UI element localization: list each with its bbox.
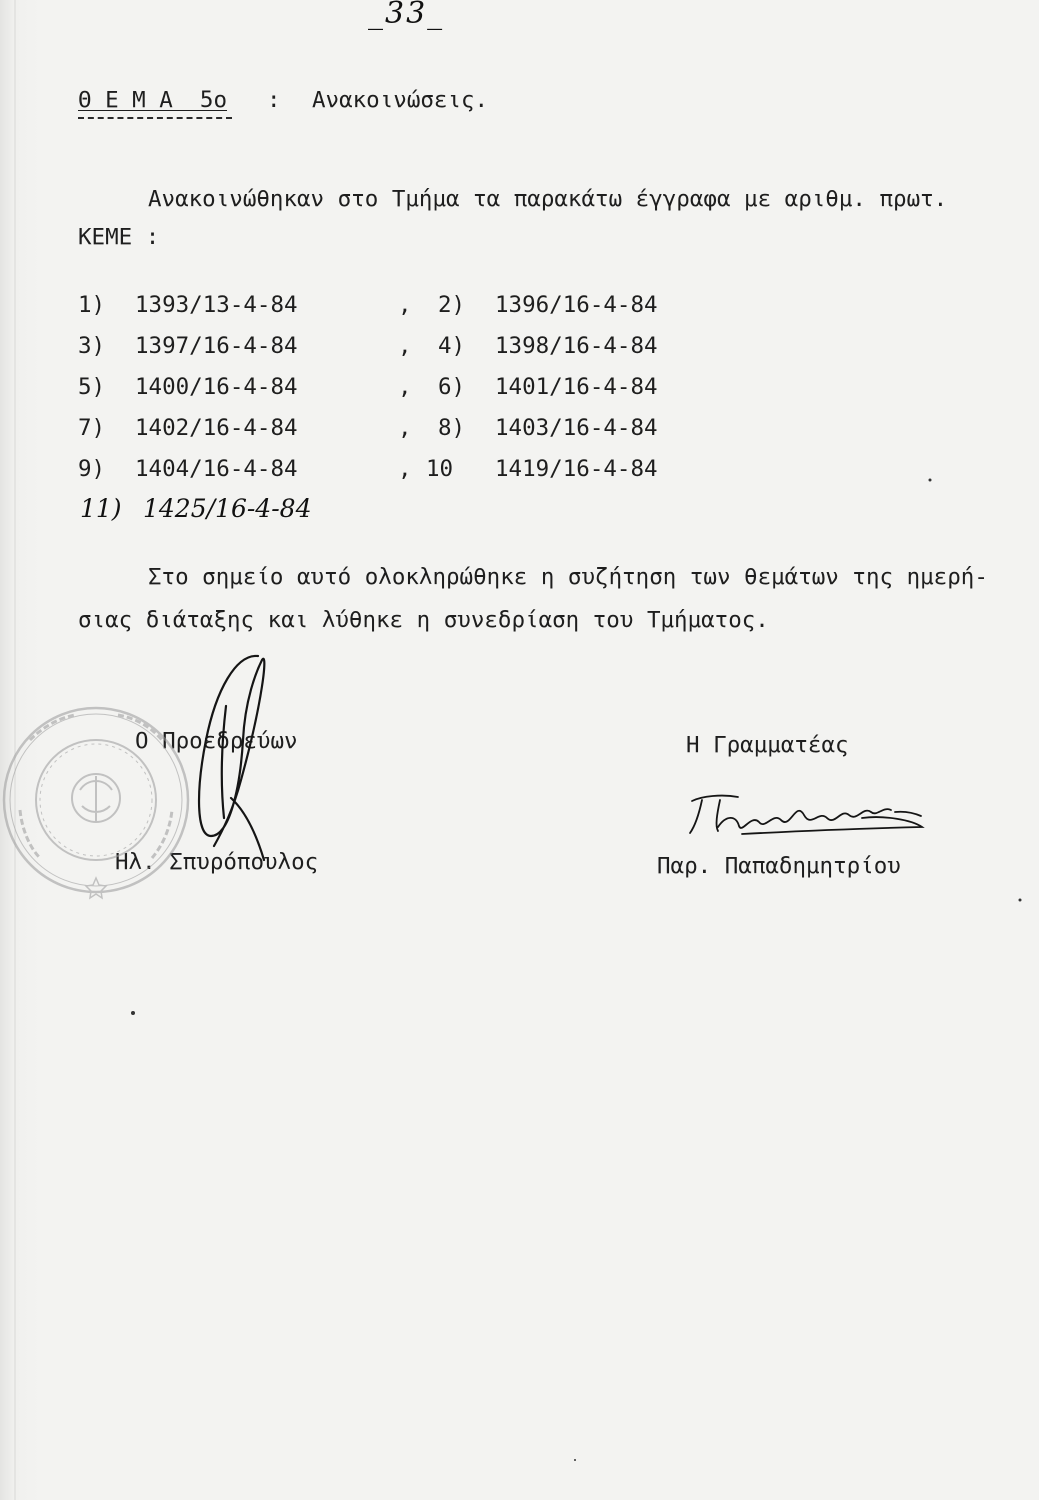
document-ref: 1403/16-4-84: [495, 415, 658, 441]
document-ref: 1404/16-4-84: [135, 456, 298, 482]
document-row: [0, 335, 1039, 359]
secretary-signature-icon: [690, 796, 922, 834]
document-ref: 1419/16-4-84: [495, 456, 658, 482]
page-number: _33_: [368, 0, 445, 31]
document-row: [0, 294, 1039, 318]
document-ref: 1397/16-4-84: [135, 333, 298, 359]
document-separator: ,: [398, 333, 412, 359]
document-index: 8): [438, 415, 466, 441]
document-index: 3): [78, 333, 106, 359]
document-ref: 1401/16-4-84: [495, 374, 658, 400]
secretary-name: Παρ. Παπαδημητρίου: [657, 853, 901, 879]
document-ref: 1402/16-4-84: [135, 415, 298, 441]
closing-line-2: σιας διάταξης και λύθηκε η συνεδρίαση του Τμήματος.: [78, 607, 769, 633]
secretary-role: Η Γραμματέας: [686, 732, 849, 758]
document-ref: 1400/16-4-84: [135, 374, 298, 400]
chair-role: Ο Προεδρεύων: [135, 728, 298, 754]
document-separator: ,: [398, 292, 412, 318]
document-ref: 1396/16-4-84: [495, 292, 658, 318]
chair-name: Ηλ. Σπυρόπουλος: [115, 849, 319, 875]
document-separator: ,: [398, 456, 412, 482]
document-index: 7): [78, 415, 106, 441]
document-index: 4): [438, 333, 466, 359]
intro-source: ΚΕΜΕ :: [78, 224, 160, 250]
document-row: [0, 376, 1039, 400]
document-index: 6): [438, 374, 466, 400]
document-ref: 1398/16-4-84: [495, 333, 658, 359]
document-separator: ,: [398, 415, 412, 441]
closing-line-1: Στο σημείο αυτό ολοκληρώθηκε η συζήτηση των θεμάτων της ημερή-: [148, 564, 988, 590]
intro-text: Ανακοινώθηκαν στο Τμήμα τα παρακάτω έγγραφα με αριθμ. πρωτ.: [148, 186, 948, 212]
chair-signature-icon: [199, 656, 264, 860]
topic-label: Θ Ε Μ Α 5ο: [78, 87, 228, 113]
document-index: 1): [78, 292, 106, 318]
document-row: [0, 458, 1039, 482]
document-ref: 1393/13-4-84: [135, 292, 298, 318]
document-separator: ,: [398, 374, 412, 400]
document-index: 5): [78, 374, 106, 400]
document-row: [0, 417, 1039, 441]
document-index: 9): [78, 456, 106, 482]
document-index: 10: [426, 456, 454, 482]
topic-title: Ανακοινώσεις.: [312, 87, 489, 113]
document-index: 2): [438, 292, 466, 318]
topic-colon: :: [267, 87, 281, 113]
handwritten-index: 11): [80, 494, 122, 523]
handwritten-document-ref: 1425/16-4-84: [143, 494, 312, 523]
heading-underline: [78, 117, 232, 119]
